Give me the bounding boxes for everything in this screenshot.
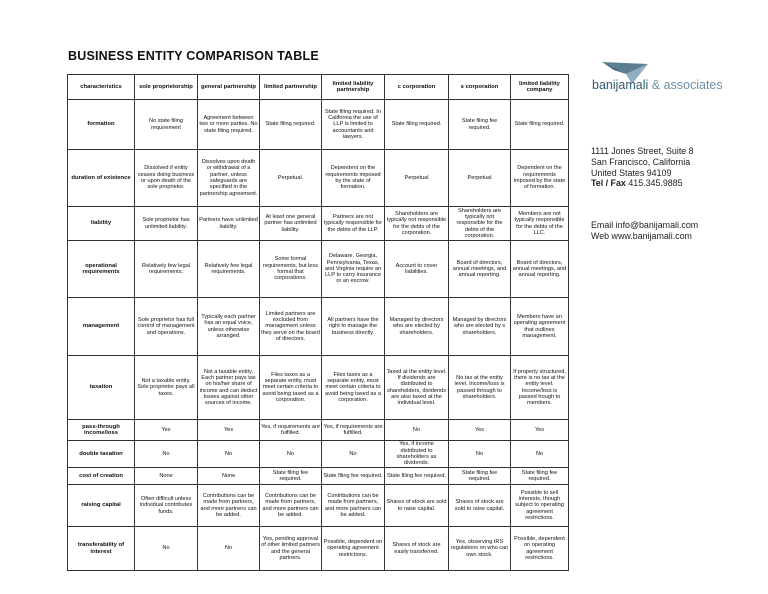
table-cell: Dependent on the requirements imposed by the state of formation. bbox=[322, 150, 385, 207]
company-logo-text bbox=[592, 78, 723, 92]
table-cell: Dependent on the requirements imposed by the state of formation. bbox=[511, 150, 569, 207]
comparison-table bbox=[67, 74, 569, 571]
table-cell: Yes, if requirements are fulfilled. bbox=[260, 420, 322, 441]
row-label: duration of existence bbox=[68, 150, 135, 207]
header-cell: limited liability company bbox=[511, 75, 569, 100]
table-cell: Shares of stock are sold to raise capital. bbox=[449, 485, 511, 527]
table-cell: Perpetual bbox=[449, 150, 511, 207]
address-line: 1111 Jones Street, Suite 8 bbox=[591, 146, 694, 156]
web-label: Web bbox=[591, 230, 610, 241]
table-cell: Yes, pending approval of other limited partners and the general partners. bbox=[260, 527, 322, 571]
table-cell: No bbox=[198, 527, 260, 571]
table-cell: Yes, observing IRS regulations on who can own stock. bbox=[449, 527, 511, 571]
table-cell: Typically each partner has an equal voice, unless otherwise arranged. bbox=[198, 298, 260, 356]
table-cell: None bbox=[198, 468, 260, 485]
table-cell: State filing required. In California the use of LLP is limited to accountants and lawyers. bbox=[322, 100, 385, 150]
table-cell: Sole proprietor has full control of management and operations. bbox=[135, 298, 198, 356]
address-line: San Francisco, California bbox=[591, 156, 691, 167]
table-cell: Some formal requirements, but less formal that corporations. bbox=[260, 241, 322, 298]
web-line bbox=[591, 231, 698, 242]
table-cell: Partners are not typically responsible for the debts of the LLP. bbox=[322, 207, 385, 241]
table-row bbox=[68, 468, 569, 485]
row-label: pass-through income/loss bbox=[68, 420, 135, 441]
table-cell: Taxed at the entity level. If dividends are distributed to shareholders, dividends are also taxed at the individual level. bbox=[385, 356, 449, 420]
table-row bbox=[68, 356, 569, 420]
header-cell: limited partnership bbox=[260, 75, 322, 100]
table-cell: Dissolves upon death or withdrawal of a partner, unless safeguards are specified in the partnership agreement. bbox=[198, 150, 260, 207]
table-cell: Yes bbox=[135, 420, 198, 441]
table-cell: Shares of stock are sold to raise capital. bbox=[385, 485, 449, 527]
phone-label: Tel / Fax bbox=[591, 178, 626, 189]
email-label: Email bbox=[591, 220, 614, 230]
table-cell: Shares of stock are easily transferred. bbox=[385, 527, 449, 571]
header-cell: limited liability partnership bbox=[322, 75, 385, 100]
logo-brand: banijamali bbox=[592, 78, 649, 92]
table-cell: No bbox=[198, 441, 260, 468]
table-cell: Managed by directors who are elected by s shareholders. bbox=[449, 298, 511, 356]
online-contact-block bbox=[591, 220, 698, 242]
table-cell: Yes, if income distributed to shareholders as dividends. bbox=[385, 441, 449, 468]
table-cell: Relatively few legal requirements. bbox=[198, 241, 260, 298]
table-cell: Shareholders are typically not responsible for the debts of the corporation. bbox=[449, 207, 511, 241]
row-label: cost of creation bbox=[68, 468, 135, 485]
table-cell: No bbox=[260, 441, 322, 468]
table-cell: Contributions can be made from partners, and more partners can be added. bbox=[198, 485, 260, 527]
header-cell: c corporation bbox=[385, 75, 449, 100]
email-line bbox=[591, 220, 698, 231]
table-cell: Limited partners are excluded from management unless they serve on the board of directors. bbox=[260, 298, 322, 356]
table-row bbox=[68, 241, 569, 298]
row-label: transferability of interest bbox=[68, 527, 135, 571]
phone-number: 415.345.9885 bbox=[625, 178, 683, 189]
table-cell: State filing fee required. bbox=[449, 100, 511, 150]
table-row bbox=[68, 100, 569, 150]
table-cell: Not a taxable entity. Each partner pays tax on his/her share of income and can deduct losses against other sources of income. bbox=[198, 356, 260, 420]
row-label: taxation bbox=[68, 356, 135, 420]
table-cell: Agreement between two or more parties. No state filing required. bbox=[198, 100, 260, 150]
table-row bbox=[68, 150, 569, 207]
table-cell: State filing fee required. bbox=[385, 468, 449, 485]
table-cell: Possible, dependent on operating agreement restrictions. bbox=[322, 527, 385, 571]
table-cell: Yes bbox=[511, 420, 569, 441]
table-cell: If properly structured, there is no tax at the entity level. Income/loss is passed trough to members. bbox=[511, 356, 569, 420]
row-label: raising capital bbox=[68, 485, 135, 527]
table-cell: Relatively few legal requirements. bbox=[135, 241, 198, 298]
table-cell: Often difficult unless individual contributes funds. bbox=[135, 485, 198, 527]
table-row bbox=[68, 207, 569, 241]
table-cell: Possible to sell interests, though subject to operating agreement restrictions. bbox=[511, 485, 569, 527]
table-cell: Members have an operating agreement that outlines management. bbox=[511, 298, 569, 356]
table-cell: Yes, if requirements are fulfilled. bbox=[322, 420, 385, 441]
table-cell: No bbox=[449, 441, 511, 468]
table-cell: Dissolved if entity ceases doing business or upon death of the sole proprietor. bbox=[135, 150, 198, 207]
row-label: management bbox=[68, 298, 135, 356]
table-cell: State filing fee required. bbox=[260, 468, 322, 485]
header-cell: characteristics bbox=[68, 75, 135, 100]
table-cell: Board of directors, annual meetings, and annual reporting. bbox=[511, 241, 569, 298]
table-cell: Contributions can be made from partners, and more partners can be added. bbox=[260, 485, 322, 527]
table-cell: Yes bbox=[449, 420, 511, 441]
table-row bbox=[68, 527, 569, 571]
row-label: liability bbox=[68, 207, 135, 241]
table-cell: No bbox=[385, 420, 449, 441]
logo-suffix: & associates bbox=[648, 78, 723, 92]
header-row bbox=[68, 75, 569, 100]
table-cell: No tax at the entity level. Income/loss is passed through to shareholders. bbox=[449, 356, 511, 420]
table-cell: Possible, dependent on operating agreement restrictions. bbox=[511, 527, 569, 571]
table-cell: Files taxes as a separate entity, must meet certain criteria to avoid being taxed as a corporation. bbox=[260, 356, 322, 420]
table-cell: Members are not typically responsible for the debts of the LLC. bbox=[511, 207, 569, 241]
table-cell: Contributions can be made from partners, and more partners can be added. bbox=[322, 485, 385, 527]
table-cell: Managed by directors who are elected by shareholders. bbox=[385, 298, 449, 356]
table-cell: State filing required. bbox=[511, 100, 569, 150]
table-cell: Perpetual bbox=[385, 150, 449, 207]
table-cell: Partners have unlimited liability. bbox=[198, 207, 260, 241]
table-cell: Not a taxable entity. Sole proprietor pays all taxes. bbox=[135, 356, 198, 420]
table-cell: All partners have the right to manage the business directly. bbox=[322, 298, 385, 356]
table-cell: Yes bbox=[198, 420, 260, 441]
page-title: BUSINESS ENTITY COMPARISON TABLE bbox=[68, 49, 319, 63]
phone-line bbox=[591, 178, 694, 189]
table-cell: At least one general partner has unlimited liability. bbox=[260, 207, 322, 241]
row-label: operational requirements bbox=[68, 241, 135, 298]
table-cell: Account to cover liabilities. bbox=[385, 241, 449, 298]
table-cell: State filing required. bbox=[260, 100, 322, 150]
table-cell: Perpetual. bbox=[260, 150, 322, 207]
header-cell: s corporation bbox=[449, 75, 511, 100]
table-cell: No bbox=[135, 441, 198, 468]
table-cell: Delaware, Georgia, Pennsylvania, Texas, and Virginia require an LLP to carry insurance or an escrow. bbox=[322, 241, 385, 298]
table-cell: State filing required. bbox=[385, 100, 449, 150]
table-row bbox=[68, 420, 569, 441]
table-cell: Board of directors, annual meetings, and annual reporting. bbox=[449, 241, 511, 298]
address-line: United States 94109 bbox=[591, 167, 672, 178]
table-cell: State filing fee required. bbox=[449, 468, 511, 485]
table-cell: No bbox=[511, 441, 569, 468]
table-cell: No bbox=[135, 527, 198, 571]
table-cell: Files taxes as a separate entity, must meet certain criteria to avoid being taxed as a corporation. bbox=[322, 356, 385, 420]
table-cell: State filing fee required. bbox=[322, 468, 385, 485]
header-cell: sole proprietorship bbox=[135, 75, 198, 100]
table-cell: No state filing requirement bbox=[135, 100, 198, 150]
table-cell: None bbox=[135, 468, 198, 485]
row-label: double taxation bbox=[68, 441, 135, 468]
table-cell: No bbox=[322, 441, 385, 468]
row-label: formation bbox=[68, 100, 135, 150]
table-cell: State filing fee required. bbox=[511, 468, 569, 485]
table-cell: Sole proprietor has unlimited liability. bbox=[135, 207, 198, 241]
web-value[interactable]: www.banijamali.com bbox=[609, 230, 692, 241]
contact-block bbox=[591, 146, 694, 189]
table-cell: Shareholders are typically not responsible for the debts of the corporation. bbox=[385, 207, 449, 241]
table-row bbox=[68, 441, 569, 468]
email-value[interactable]: info@banijamali.com bbox=[613, 220, 699, 230]
table-row bbox=[68, 298, 569, 356]
table-row bbox=[68, 485, 569, 527]
header-cell: general partnership bbox=[198, 75, 260, 100]
